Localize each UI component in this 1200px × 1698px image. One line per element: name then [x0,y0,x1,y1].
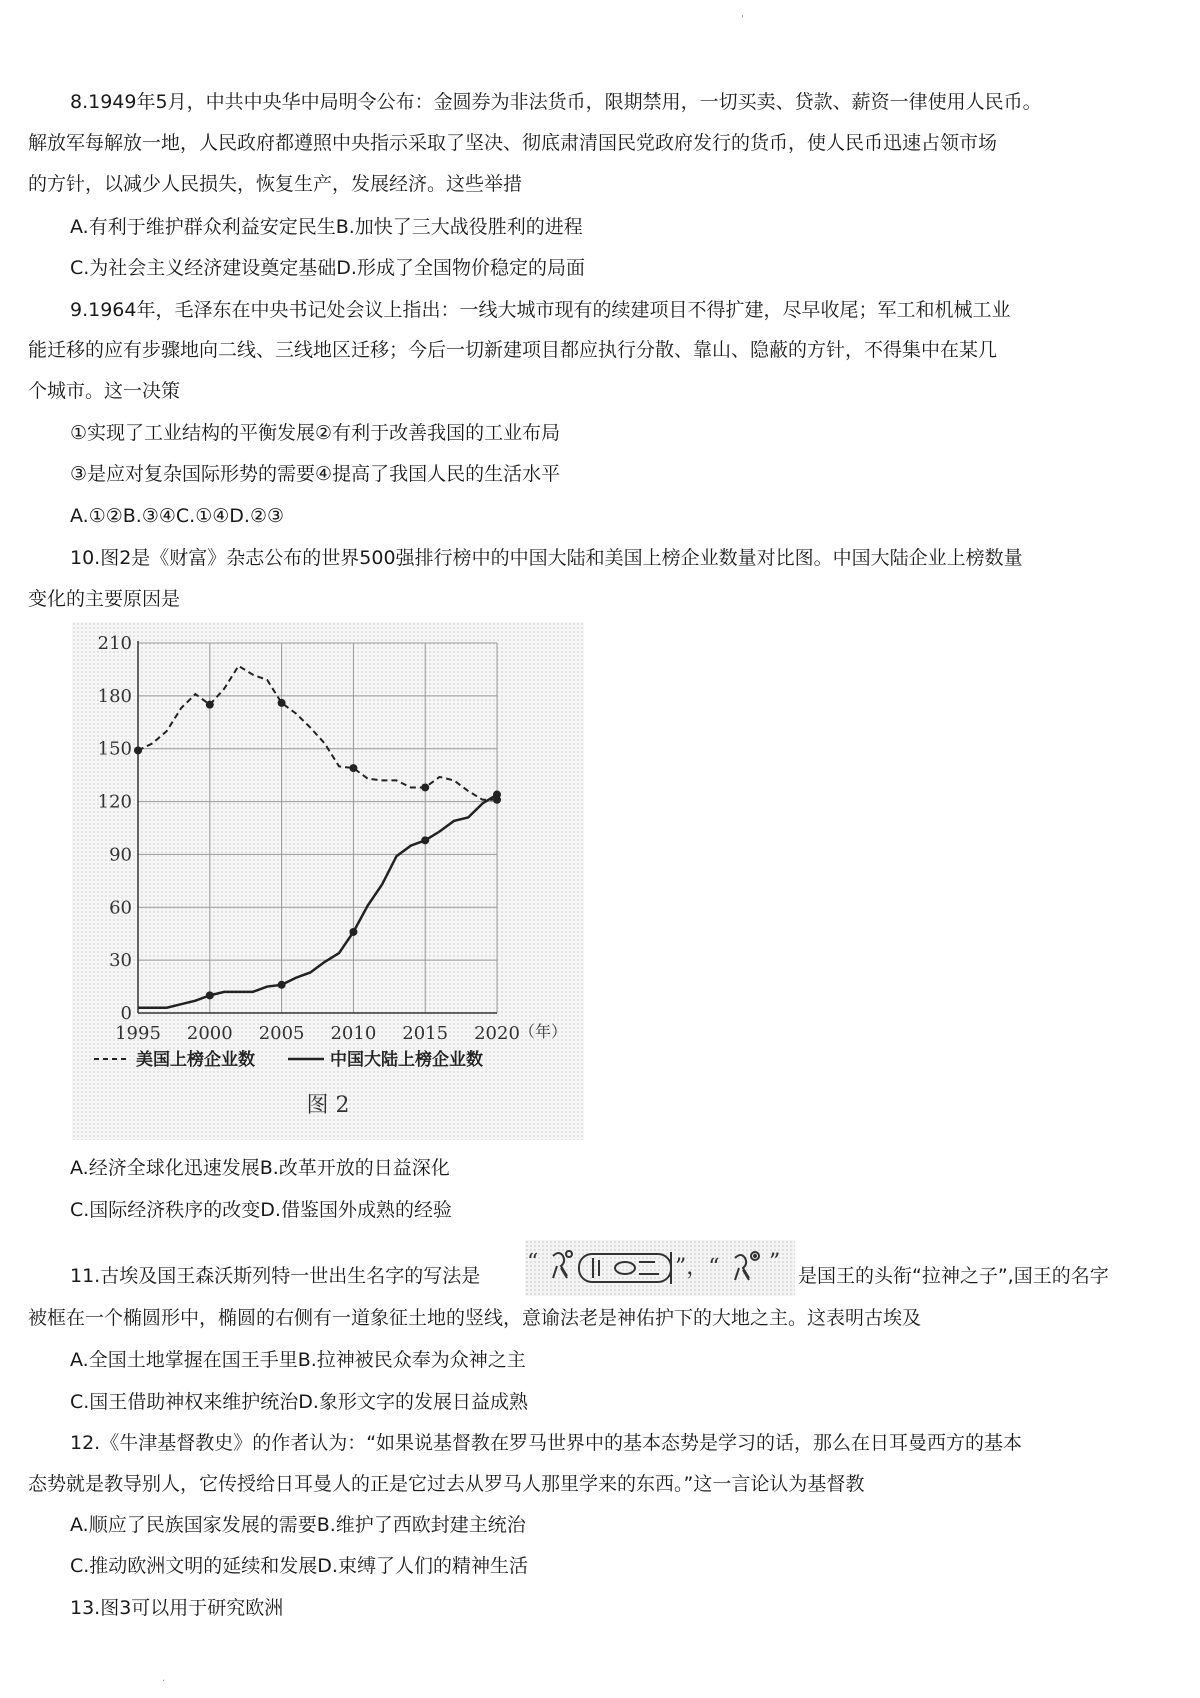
q8-stem-line-3: 的方针，以减少人民损失，恢复生产，发展经济。这些举措 [28,173,523,195]
q9-stem-line-3: 个城市。这一决策 [28,380,181,402]
q9-stem-line-1: 9.1964年，毛泽东在中央书记处会议上指出：一线大城市现有的续建项目不得扩建，尽早收尾；军工和机械工业 [70,299,1011,321]
legend-label-usa: 美国上榜企业数 [136,1050,255,1070]
q13-stem-line-1: 13.图3可以用于研究欧洲 [70,1597,284,1619]
series-line-usa [138,666,497,800]
y-tick-label: 150 [97,738,132,760]
data-point-china [349,928,357,936]
data-point-china [421,836,429,844]
data-point-usa [206,701,214,709]
y-tick-label: 180 [97,685,132,707]
scan-speck: ' [741,14,744,25]
hieroglyph-image [525,1240,795,1296]
data-point-usa [349,764,357,772]
q9-statements-1-2: ①实现了工业结构的平衡发展②有利于改善我国的工业布局 [70,422,561,444]
y-tick-label: 210 [97,633,132,654]
q11-option-cd: C.国王借助神权来维护统治D.象形文字的发展日益成熟 [70,1391,528,1413]
x-tick-label: 2020 [474,1023,520,1044]
q10-option-cd: C.国际经济秩序的改变D.借鉴国外成熟的经验 [70,1199,452,1221]
q10-stem-line-1: 10.图2是《财富》杂志公布的世界500强排行榜中的中国大陆和美国上榜企业数量对比图。中国大陆企业上榜数量 [70,547,1023,569]
q9-options: A.①②B.③④C.①④D.②③ [70,505,285,527]
x-tick-label: 2010 [330,1023,377,1044]
y-tick-label: 60 [109,897,132,919]
figure-caption: 图 2 [306,1093,350,1118]
hieroglyph-close-quote: ” [769,1250,781,1275]
bird-sun-glyph-icon [729,1248,765,1288]
x-tick-label: 2005 [258,1023,305,1044]
data-point-usa [134,746,142,754]
data-point-china [278,981,286,989]
data-point-china [493,791,501,799]
x-tick-label: 2015 [402,1023,449,1044]
q10-stem-line-2: 变化的主要原因是 [28,588,181,610]
figure-2-chart [72,622,584,1140]
q11-option-ab: A.全国土地掌握在国王手里B.拉神被民众奉为众神之主 [70,1349,526,1371]
scan-speck-bottom: · [162,1676,166,1687]
data-point-usa [421,783,429,791]
data-point-usa [278,699,286,707]
q9-statements-3-4: ③是应对复杂国际形势的需要④提高了我国人民的生活水平 [70,463,561,485]
y-tick-label: 90 [109,844,132,866]
q8-option-ab: A.有利于维护群众利益安定民生B.加快了三大战役胜利的进程 [70,216,583,238]
q12-option-cd: C.推动欧洲文明的延续和发展D.束缚了人们的精神生活 [70,1555,528,1577]
q8-option-cd: C.为社会主义经济建设奠定基础D.形成了全国物价稳定的局面 [70,257,585,279]
legend-label-china: 中国大陆上榜企业数 [330,1050,483,1070]
q11-stem-line-1-start: 11.古埃及国王森沃斯列特一世出生名字的写法是 [70,1265,481,1287]
y-tick-label: 120 [97,791,132,813]
q11-stem-line-1-end: 是国王的头衔“拉神之子”,国王的名字 [798,1265,1109,1287]
x-axis-label: （年） [519,1022,568,1041]
line-chart-svg [72,622,584,1140]
q12-stem-line-2: 态势就是教导别人，它传授给日耳曼人的正是它过去从罗马人那里学来的东西。”这一言论认为基督教 [28,1473,865,1495]
q11-stem-line-2: 被框在一个椭圆形中，椭圆的右侧有一道象征土地的竖线，意谕法老是神佑护下的大地之主。这表明古埃及 [28,1307,922,1329]
x-tick-label: 1995 [115,1023,161,1044]
y-tick-label: 0 [120,1003,132,1024]
q9-stem-line-2: 能迁移的应有步骤地向二线、三线地区迁移；今后一切新建项目都应执行分散、靠山、隐蔽的方针，不得集中在某几 [28,339,998,361]
q8-stem-line-2: 解放军每解放一地，人民政府都遵照中央指示采取了坚决、彻底肃清国民党政府发行的货币，使人民币迅速占领市场 [28,132,998,154]
data-point-china [206,991,214,999]
cartouche-glyph-icon [547,1246,677,1290]
hieroglyph-open-quote: “ [527,1250,539,1275]
q8-stem-line-1: 8.1949年5月，中共中央华中局明令公布：金圆券为非法货币，限期禁用，一切买卖、贷款、薪资一律使用人民币。 [70,91,1042,113]
q12-option-ab: A.顺应了民族国家发展的需要B.维护了西欧封建主统治 [70,1514,526,1536]
x-tick-label: 2000 [186,1023,233,1044]
series-line-china [138,795,497,1008]
hieroglyph-mid-quotes: ”，“ [675,1255,720,1280]
q12-stem-line-1: 12.《牛津基督教史》的作者认为：“如果说基督教在罗马世界中的基本态势是学习的话，那么在日耳曼西方的基本 [70,1432,1023,1454]
q10-option-ab: A.经济全球化迅速发展B.改革开放的日益深化 [70,1157,450,1179]
y-tick-label: 30 [109,950,132,972]
